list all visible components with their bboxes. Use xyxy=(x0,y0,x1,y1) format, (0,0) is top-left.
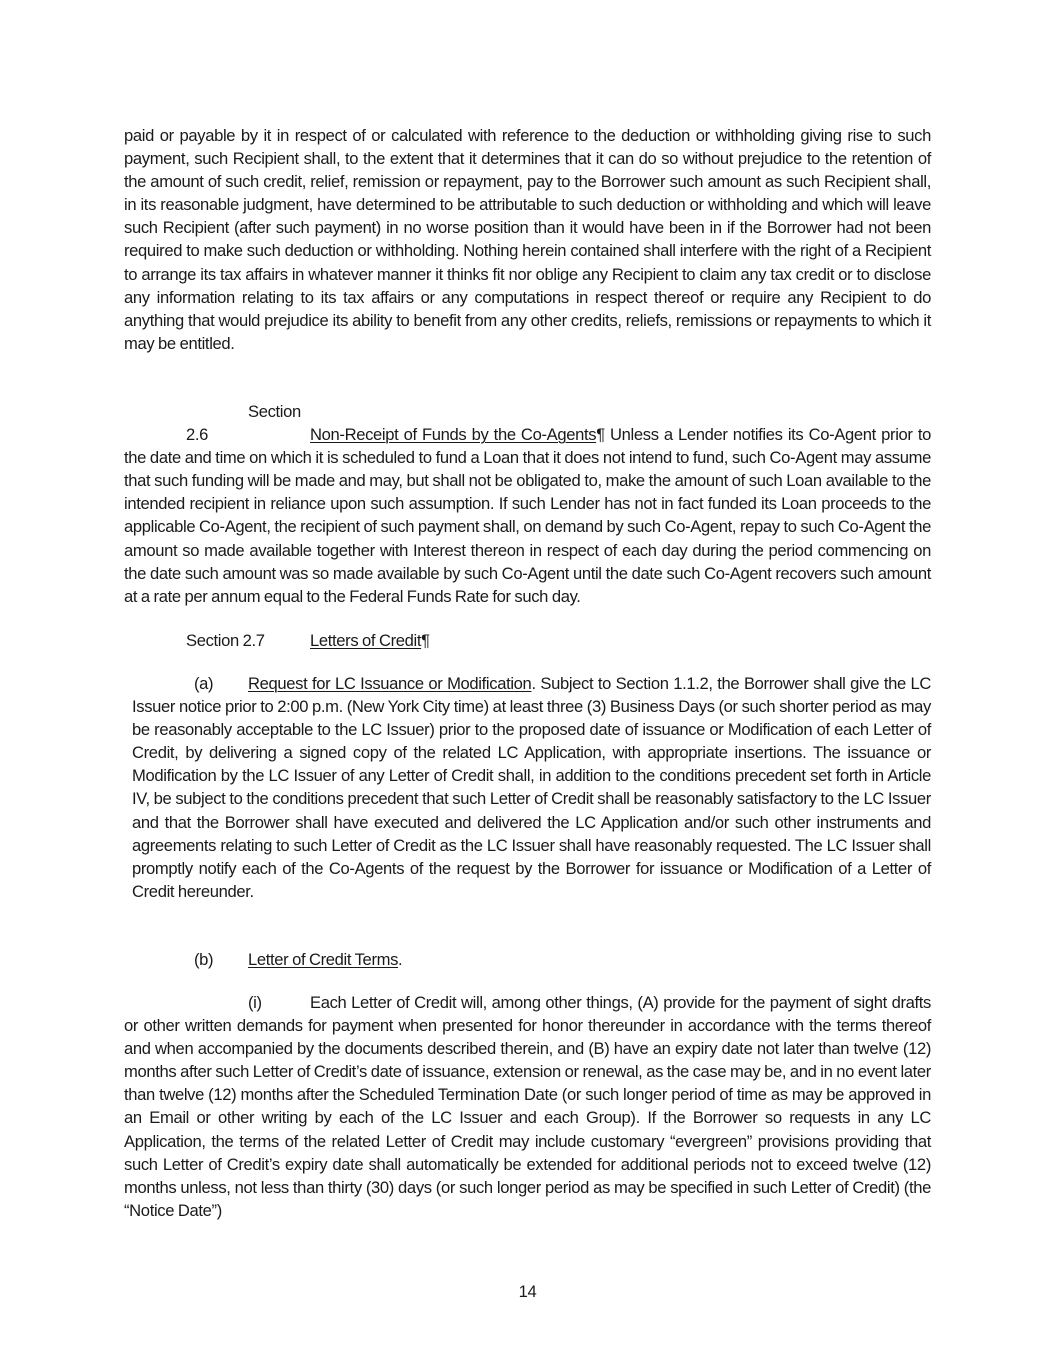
paragraph-tax-credit: paid or payable by it in respect of or calculated with reference to the deduction or withholding giving rise to such payment, such Recipient shall, to the extent that it determines that it can do so without prejudice to the retention of the amount of such credit, relief, remission or repayment, pay to the Borrower such amount as such Recipient shall, in its reasonable judgment, have determined to be attributable to such deduction or withholding and which will leave such Recipient (after such payment) in no worse position than it would have been in if the Borrower had not been required to make such deduction or withholding. Nothing herein contained shall interfere with the right of a Recipient to arrange its tax affairs in whatever manner it thinks fit nor oblige any Recipient to claim any tax credit or to disclose any information relating to its tax affairs or any computations in respect thereof or require any Recipient to do anything that would prejudice its ability to benefit from any other credits, reliefs, remissions or repayments to which it may be entitled. xyxy=(124,126,931,353)
section-2-7-heading-line xyxy=(124,629,993,652)
clause-b-heading: Letter of Credit Terms xyxy=(248,950,399,969)
section-2-7-number: Section 2.7 xyxy=(186,631,265,650)
clause-b-heading-line xyxy=(124,948,931,971)
clause-b-label: (b) xyxy=(194,950,214,969)
clause-b-heading-end: . xyxy=(398,950,403,969)
clause-a-body: Subject to Section 1.1.2, the Borrower shall give the LC Issuer notice prior to 2:00 p.m. (New York City time) at least three (3) Business Days (or such shorter period as may be reasonably acceptable to the LC Issuer) prior to the proposed date of issuance or Modification of each Letter of Credit, by delivering a signed copy of the related LC Application, with appropriate insertions. The issuance or Modification by the LC Issuer of any Letter of Credit shall, in addition to the conditions precedent set forth in Article IV, be subject to the conditions precedent that such Letter of Credit shall be reasonably satisfactory to the LC Issuer and that the Borrower shall have executed and delivered the LC Application and/or such other instruments and agreements relating to such Letter of Credit as the LC Issuer shall have reasonably requested. The LC Issuer shall promptly notify each of the Co-Agents of the request by the Borrower for issuance or Modification of a Letter of Credit hereunder. xyxy=(132,674,932,901)
clause-b-i-label: (i) xyxy=(248,993,262,1012)
clause-a-heading: Request for LC Issuance or Modification xyxy=(248,674,532,693)
clause-a-label: (a) xyxy=(194,674,214,693)
clause-a-heading-end: . xyxy=(531,674,536,693)
clause-b-i-body: Each Letter of Credit will, among other things, (A) provide for the payment of sight drafts or other written demands for payment when presented for honor thereunder in accordance with the terms thereof and when accompanied by the documents described therein, and (B) have an expiry date not later than twelve (12) months after such Letter of Credit’s date of issuance, extension or renewal, as the case may be, and in no event later than twelve (12) months after the Scheduled Termination Date (or such longer period of time as may be approved in an Email or other writing by each of the LC Issuer and each Group). If the Borrower so requests in any LC Application, the terms of the related Letter of Credit may include customary “evergreen” provisions providing that such Letter of Credit’s expiry date shall automatically be extended for additional periods not to exceed twelve (12) months unless, not less than thirty (30) days (or such longer period as may be specified in such Letter of Credit) (the “Notice Date”) xyxy=(124,993,931,1220)
clause-a-paragraph xyxy=(132,672,931,903)
section-2-7-pilcrow: ¶ xyxy=(421,631,430,650)
section-2-6-body: Unless a Lender notifies its Co-Agent prior to the date and time on which it is scheduled to fund a Loan that it does not intend to fund, such Co-Agent may assume that such funding will be made and may, but shall not be obligated to, make the amount of such Loan available to the intended recipient in reliance upon such assumption. If such Lender has not in fact funded its Loan proceeds to the applicable Co-Agent, the recipient of such payment shall, on demand by such Co-Agent, repay to such Co-Agent the amount so made available together with Interest thereon in respect of each day during the period commencing on the date such amount was so made available by such Co-Agent until the date such Co-Agent recovers such amount at a rate per annum equal to the Federal Funds Rate for such day. xyxy=(124,425,931,606)
page-number: 14 xyxy=(518,1282,537,1301)
section-2-6-number: Section 2.6 xyxy=(186,402,301,445)
section-2-6-paragraph xyxy=(124,400,931,608)
section-2-7-heading: Letters of Credit xyxy=(310,631,422,650)
section-2-6-heading: Non-Receipt of Funds by the Co-Agents xyxy=(310,425,597,445)
section-2-6-pilcrow: ¶ xyxy=(596,425,605,445)
clause-b-i-paragraph xyxy=(124,991,931,1222)
